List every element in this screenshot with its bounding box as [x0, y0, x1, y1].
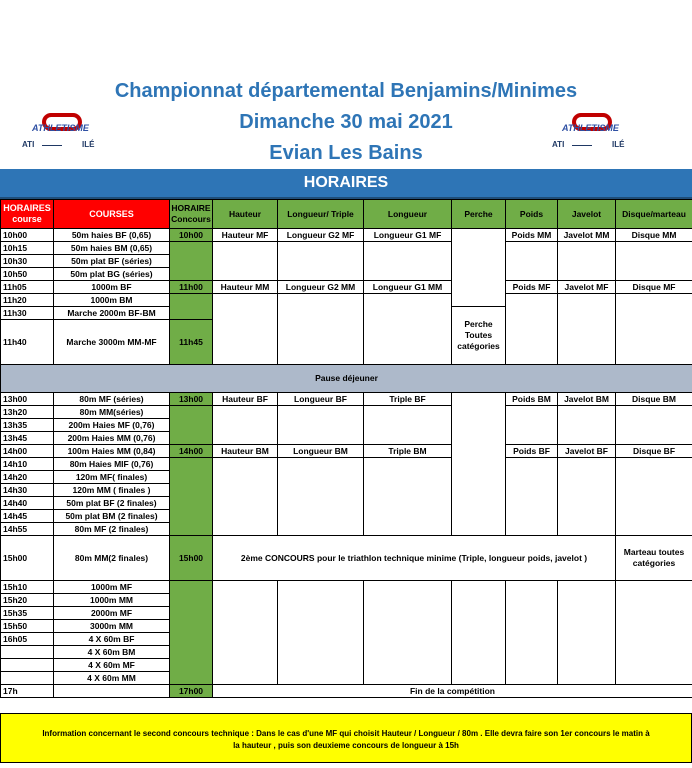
time-cell: 11h30	[0, 306, 54, 320]
course-cell: 1000m BM	[53, 293, 170, 307]
event-location: Evian Les Bains	[269, 142, 423, 164]
course-cell: 80m MM(2 finales)	[53, 535, 170, 581]
time-cell: 14h10	[0, 457, 54, 471]
fin-competition: Fin de la compétition	[212, 684, 692, 698]
concours-time-cell: 17h00	[169, 684, 213, 698]
course-cell: 3000m MM	[53, 619, 170, 633]
time-cell: 14h30	[0, 483, 54, 497]
column-header-horaires-course: HORAIRES course	[0, 199, 54, 229]
empty-cell	[557, 241, 616, 281]
event-javelot_mf: Javelot MF	[557, 280, 616, 294]
time-cell	[0, 671, 54, 685]
time-cell: 15h35	[0, 606, 54, 620]
time-cell: 11h05	[0, 280, 54, 294]
footer-line-2: la hauteur , puis son deuxieme concours de longueur à 15h	[233, 741, 459, 750]
empty-cell	[363, 241, 452, 281]
athletisme-logo-left	[22, 113, 102, 163]
course-cell: 2000m MF	[53, 606, 170, 620]
empty-cell	[212, 405, 278, 445]
empty-cell	[363, 457, 452, 536]
time-cell: 15h20	[0, 593, 54, 607]
column-header-poids: Poids	[505, 199, 558, 229]
pause-dejeuner-row: Pause déjeuner	[0, 364, 692, 393]
empty-cell	[615, 405, 692, 445]
empty-cell	[451, 392, 506, 536]
empty-cell	[212, 293, 278, 365]
footer-line-1: Information concernant le second concours technique : Dans le cas d'une MF qui choisit Hauteur / Longueur / 80m . Elle devra faire son 1er concours le matin à	[42, 729, 650, 738]
empty-cell	[615, 457, 692, 536]
empty-cell	[277, 457, 364, 536]
course-cell: 50m haies BF (0,65)	[53, 228, 170, 242]
event-poids_mm: Poids MM	[505, 228, 558, 242]
course-cell: Marche 3000m MM-MF	[53, 319, 170, 365]
event-long_g1_mf: Longueur G1 MF	[363, 228, 452, 242]
course-cell: 50m plat BF (2 finales)	[53, 496, 170, 510]
event-triple_bf: Triple BF	[363, 392, 452, 406]
event-poids_mf: Poids MF	[505, 280, 558, 294]
event-date: Dimanche 30 mai 2021	[239, 111, 453, 133]
concours-time-cell: 11h00	[169, 280, 213, 294]
event-disque_bf: Disque BF	[615, 444, 692, 458]
concours-time-cell	[169, 580, 213, 685]
event-longueur_bm: Longueur BM	[277, 444, 364, 458]
time-cell: 13h20	[0, 405, 54, 419]
concours-time-cell	[169, 405, 213, 445]
column-header-courses: COURSES	[53, 199, 170, 229]
empty-cell	[615, 580, 692, 685]
concours-time-cell: 14h00	[169, 444, 213, 458]
column-header-javelot: Javelot	[557, 199, 616, 229]
event-hauteur_mm: Hauteur MM	[212, 280, 278, 294]
time-cell: 10h30	[0, 254, 54, 268]
empty-cell	[277, 405, 364, 445]
course-cell: 1000m MF	[53, 580, 170, 594]
time-cell: 14h00	[0, 444, 54, 458]
event-poids_bf: Poids BF	[505, 444, 558, 458]
time-cell: 14h20	[0, 470, 54, 484]
time-cell: 17h	[0, 684, 54, 698]
empty-cell	[557, 293, 616, 365]
course-cell: 4 X 60m MF	[53, 658, 170, 672]
logo-text: ATHLETISME	[32, 123, 89, 133]
course-cell: 50m haies BM (0,65)	[53, 241, 170, 255]
event-javelot_bf: Javelot BF	[557, 444, 616, 458]
empty-cell	[505, 457, 558, 536]
event-disque_mf: Disque MF	[615, 280, 692, 294]
time-cell: 11h40	[0, 319, 54, 365]
concours-time-cell: 13h00	[169, 392, 213, 406]
time-cell: 14h55	[0, 522, 54, 536]
empty-cell	[615, 293, 692, 365]
time-cell: 10h50	[0, 267, 54, 281]
horaires-banner: HORAIRES	[0, 169, 692, 199]
time-cell: 14h45	[0, 509, 54, 523]
concours-time-cell	[169, 293, 213, 320]
time-cell: 15h00	[0, 535, 54, 581]
course-cell: 1000m MM	[53, 593, 170, 607]
empty-cell	[505, 580, 558, 685]
course-cell: 120m MF( finales)	[53, 470, 170, 484]
course-cell: 4 X 60m BF	[53, 632, 170, 646]
empty-cell	[451, 228, 506, 307]
course-cell: 50m plat BG (séries)	[53, 267, 170, 281]
event-hauteur_bm: Hauteur BM	[212, 444, 278, 458]
course-cell: Marche 2000m BF-BM	[53, 306, 170, 320]
column-header-hauteur: Hauteur	[212, 199, 278, 229]
time-cell: 13h00	[0, 392, 54, 406]
logo-brand-left: ATI	[552, 140, 565, 149]
empty-cell	[557, 580, 616, 685]
time-cell: 11h20	[0, 293, 54, 307]
empty-cell	[363, 580, 452, 685]
time-cell: 15h50	[0, 619, 54, 633]
time-cell: 15h10	[0, 580, 54, 594]
event-longueur_bf: Longueur BF	[277, 392, 364, 406]
logo-brand-right: ILÉ	[82, 140, 95, 149]
event-hauteur_bf: Hauteur BF	[212, 392, 278, 406]
event-long_g2_mf: Longueur G2 MF	[277, 228, 364, 242]
athletisme-logo-right	[552, 113, 632, 163]
empty-cell	[451, 580, 506, 685]
time-cell: 10h00	[0, 228, 54, 242]
empty-cell	[277, 241, 364, 281]
column-header-horaire-concours: HORAIRE Concours	[169, 199, 213, 229]
logo-brand-right: ILÉ	[612, 140, 625, 149]
course-cell: 100m Haies MM (0,84)	[53, 444, 170, 458]
empty-cell	[505, 241, 558, 281]
event-marteau: Marteau toutes catégories	[615, 535, 692, 581]
empty-cell	[277, 293, 364, 365]
event-long_g2_mm: Longueur G2 MM	[277, 280, 364, 294]
empty-cell	[363, 293, 452, 365]
course-cell: 1000m BF	[53, 280, 170, 294]
course-cell: 50m plat BF (séries)	[53, 254, 170, 268]
empty-cell	[277, 580, 364, 685]
info-footer	[0, 713, 692, 763]
logo-brand-left: ATI	[22, 140, 35, 149]
event-perche-toutes: Perche Toutes catégories	[451, 306, 506, 365]
course-cell: 80m MM(séries)	[53, 405, 170, 419]
logo-text: ATHLETISME	[562, 123, 619, 133]
time-cell	[0, 645, 54, 659]
event-disque_mm: Disque MM	[615, 228, 692, 242]
empty-cell	[212, 241, 278, 281]
course-cell: 4 X 60m MM	[53, 671, 170, 685]
course-cell: 80m MF (2 finales)	[53, 522, 170, 536]
empty-cell	[212, 457, 278, 536]
event-triple_bm: Triple BM	[363, 444, 452, 458]
empty-cell	[505, 405, 558, 445]
course-cell: 80m Haies MIF (0,76)	[53, 457, 170, 471]
time-cell: 10h15	[0, 241, 54, 255]
concours-time-cell: 10h00	[169, 228, 213, 242]
event-javelot_bm: Javelot BM	[557, 392, 616, 406]
column-header-perche: Perche	[451, 199, 506, 229]
event-disque_bm: Disque BM	[615, 392, 692, 406]
empty-cell	[53, 684, 170, 698]
course-cell: 200m Haies MF (0,76)	[53, 418, 170, 432]
concours-time-cell	[169, 241, 213, 281]
empty-cell	[212, 580, 278, 685]
column-header-longueur: Longueur	[363, 199, 452, 229]
event-hauteur_mf: Hauteur MF	[212, 228, 278, 242]
empty-cell	[505, 293, 558, 365]
empty-cell	[557, 405, 616, 445]
concours-time-cell: 15h00	[169, 535, 213, 581]
time-cell: 13h45	[0, 431, 54, 445]
time-cell: 13h35	[0, 418, 54, 432]
course-cell: 4 X 60m BM	[53, 645, 170, 659]
event-long_g1_mm: Longueur G1 MM	[363, 280, 452, 294]
course-cell: 200m Haies MM (0,76)	[53, 431, 170, 445]
column-header-disque-marteau: Disque/marteau	[615, 199, 692, 229]
event-second-concours: 2ème CONCOURS pour le triathlon technique minime (Triple, longueur poids, javelot )	[212, 535, 616, 581]
concours-time-cell: 11h45	[169, 319, 213, 365]
empty-cell	[615, 241, 692, 281]
event-javelot_mm: Javelot MM	[557, 228, 616, 242]
time-cell: 14h40	[0, 496, 54, 510]
concours-time-cell	[169, 457, 213, 536]
time-cell	[0, 658, 54, 672]
course-cell: 80m MF (séries)	[53, 392, 170, 406]
page-title: Championnat départemental Benjamins/Minimes	[114, 80, 578, 102]
empty-cell	[363, 405, 452, 445]
column-header-longueur-triple: Longueur/ Triple	[277, 199, 364, 229]
time-cell: 16h05	[0, 632, 54, 646]
event-poids_bm: Poids BM	[505, 392, 558, 406]
course-cell: 120m MM ( finales )	[53, 483, 170, 497]
course-cell: 50m plat BM (2 finales)	[53, 509, 170, 523]
empty-cell	[557, 457, 616, 536]
